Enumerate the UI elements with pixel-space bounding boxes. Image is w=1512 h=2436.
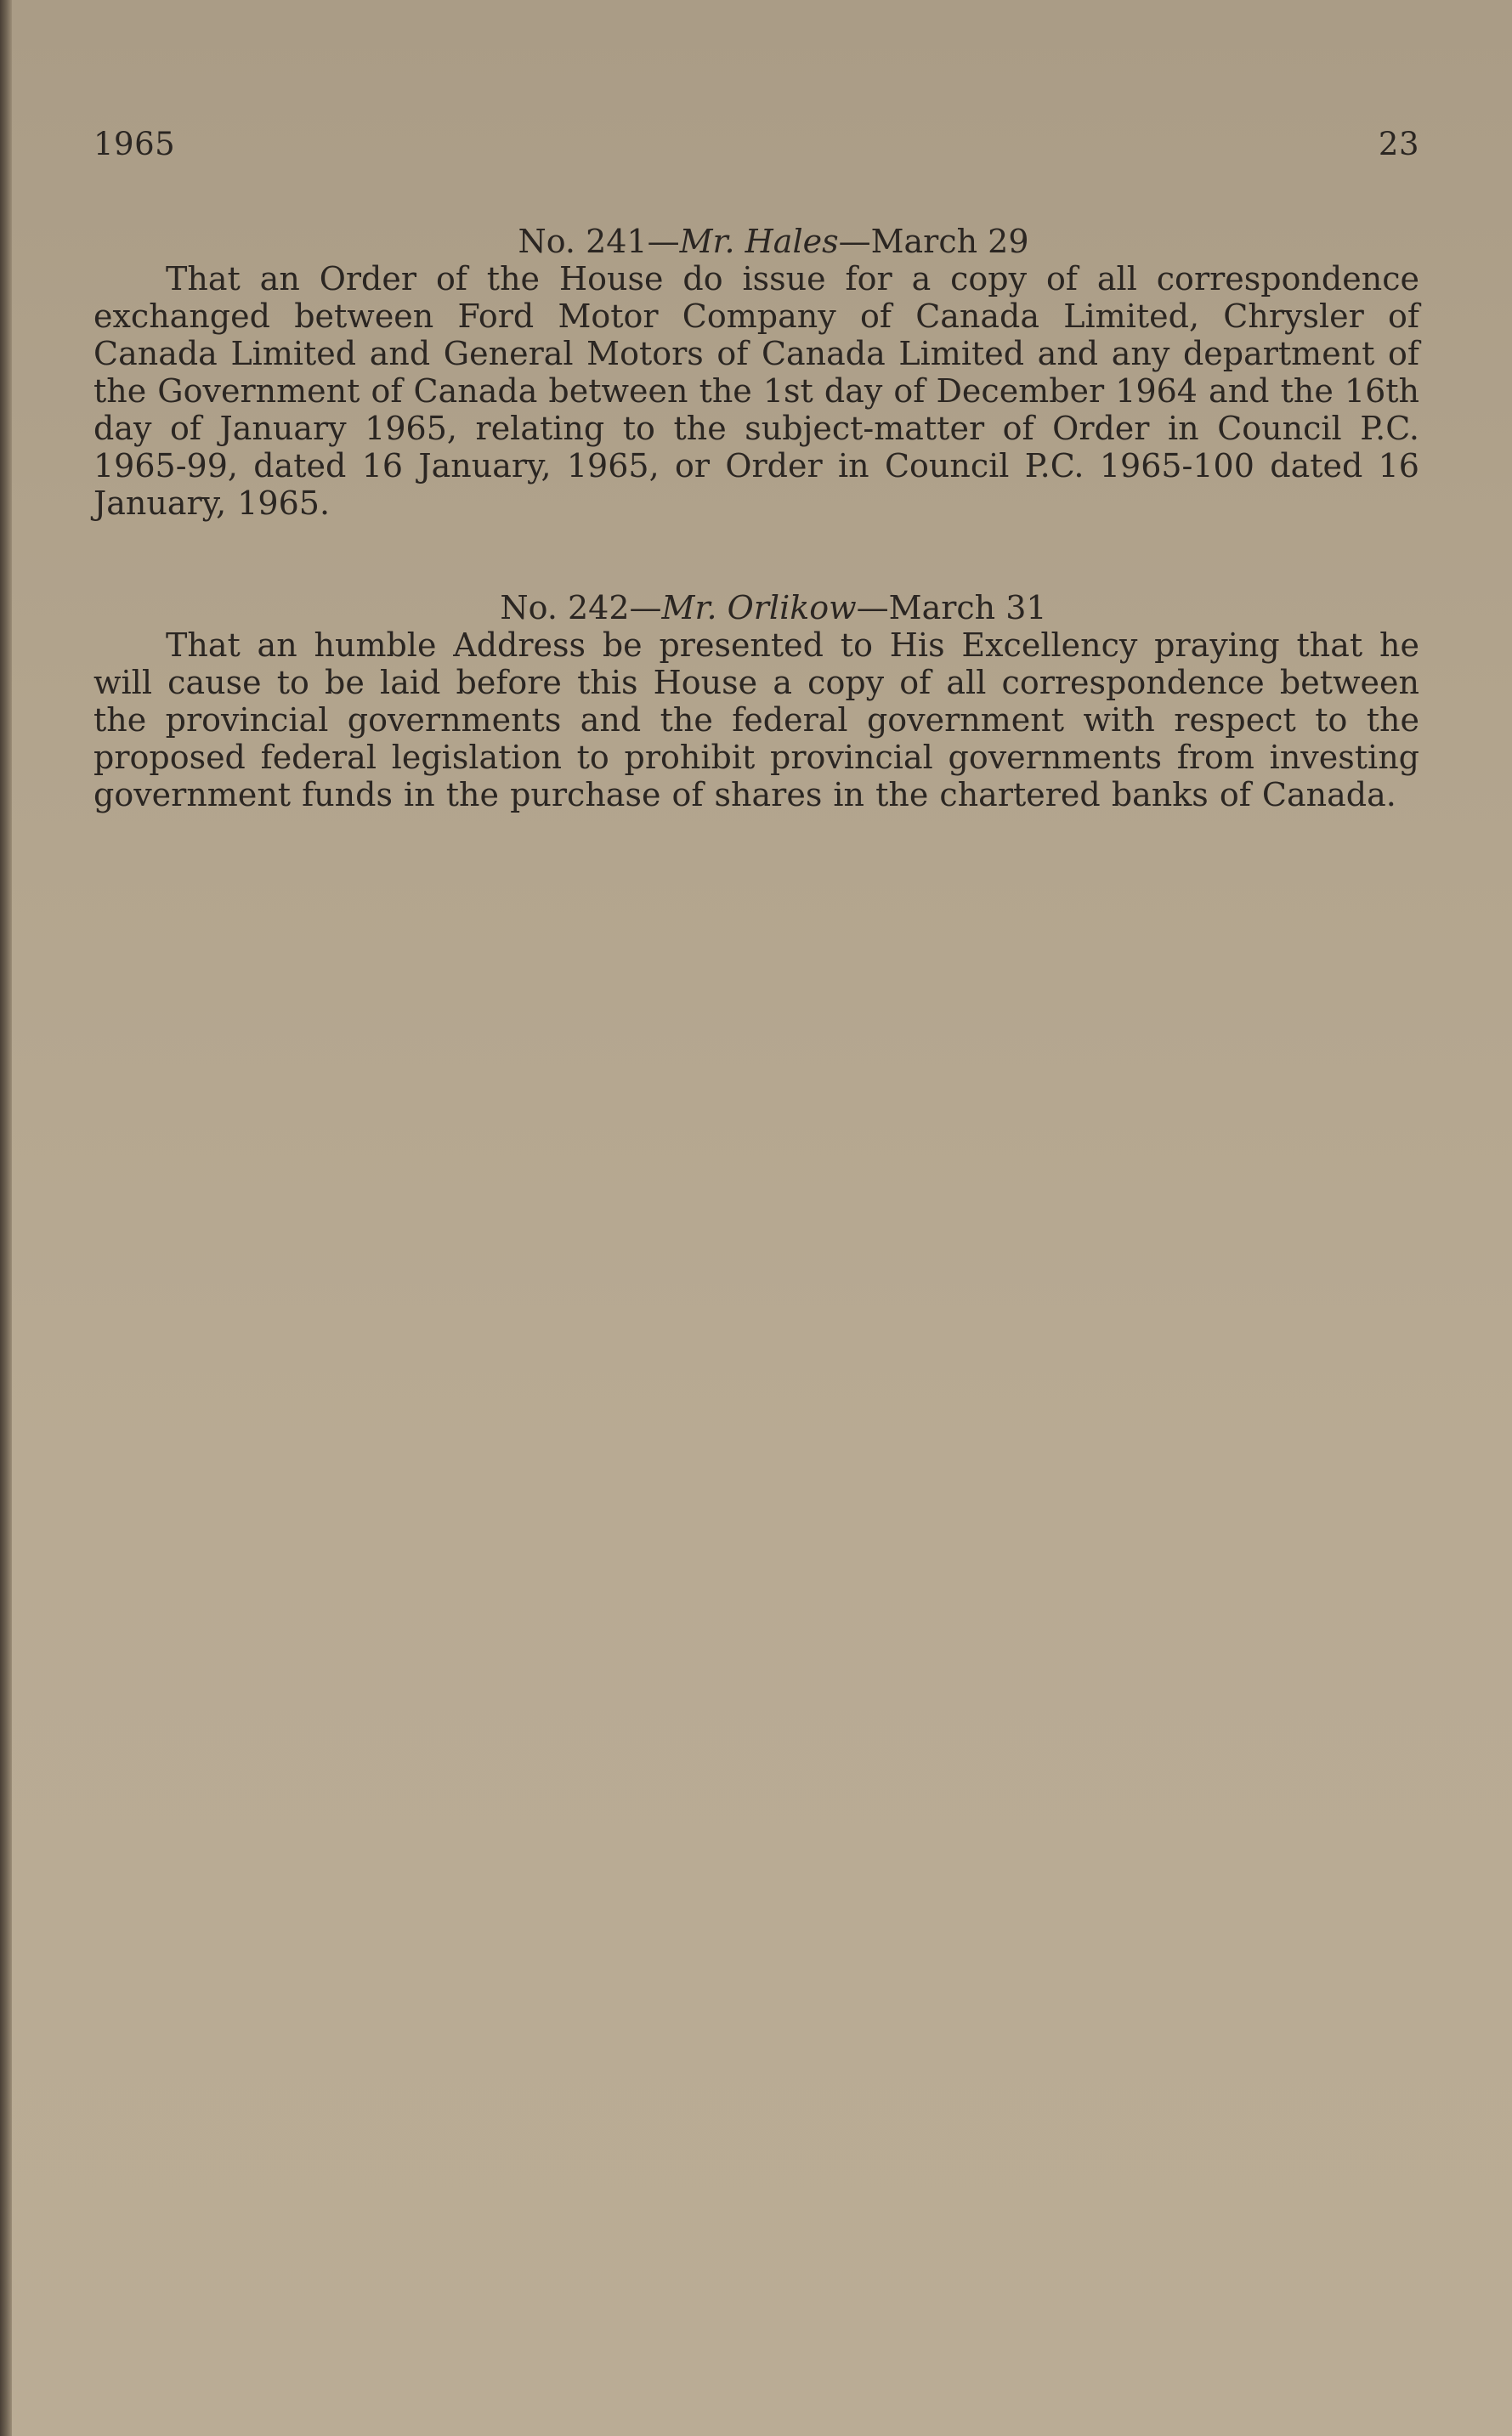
- running-head: [93, 126, 1419, 168]
- question-date: March 29: [870, 223, 1029, 260]
- document-page: [93, 0, 1419, 2436]
- question-heading: [93, 223, 1419, 260]
- question-242: [93, 589, 1419, 813]
- question-number: No. 242: [500, 589, 630, 626]
- question-date: March 31: [888, 589, 1047, 626]
- page-binding-edge: [0, 0, 12, 2436]
- question-member: Mr. Orlikow: [661, 589, 857, 626]
- header-year: 1965: [93, 126, 176, 162]
- question-text: That an Order of the House do issue for a copy of all correspondence exchanged between Ford Motor Company of Canada Limited, Chrysler of Canada Limited and General Motors of Canada Limited and any department of the Government of Canada between the 1st day of December 1964 and the 16th day of January 1965, relating to the subject-matter of Order in Council P.C. 1965-99, dated 16 January, 1965, or Order in Council P.C. 1965-100 dated 16 January, 1965.: [93, 260, 1419, 522]
- heading-dash: —: [856, 589, 889, 626]
- question-member: Mr. Hales: [679, 223, 839, 260]
- header-page-number: 23: [1378, 126, 1419, 162]
- question-heading: [93, 589, 1419, 626]
- heading-dash: —: [838, 223, 871, 260]
- heading-dash: —: [629, 589, 662, 626]
- question-241: [93, 223, 1419, 522]
- question-text: That an humble Address be presented to His Excellency praying that he will cause to be laid before this House a copy of all correspondence between the provincial governments and the federal government with respect to the proposed federal legislation to prohibit provincial governments from investing government funds in the purchase of shares in the chartered banks of Canada.: [93, 626, 1419, 813]
- question-number: No. 241: [518, 223, 648, 260]
- heading-dash: —: [647, 223, 680, 260]
